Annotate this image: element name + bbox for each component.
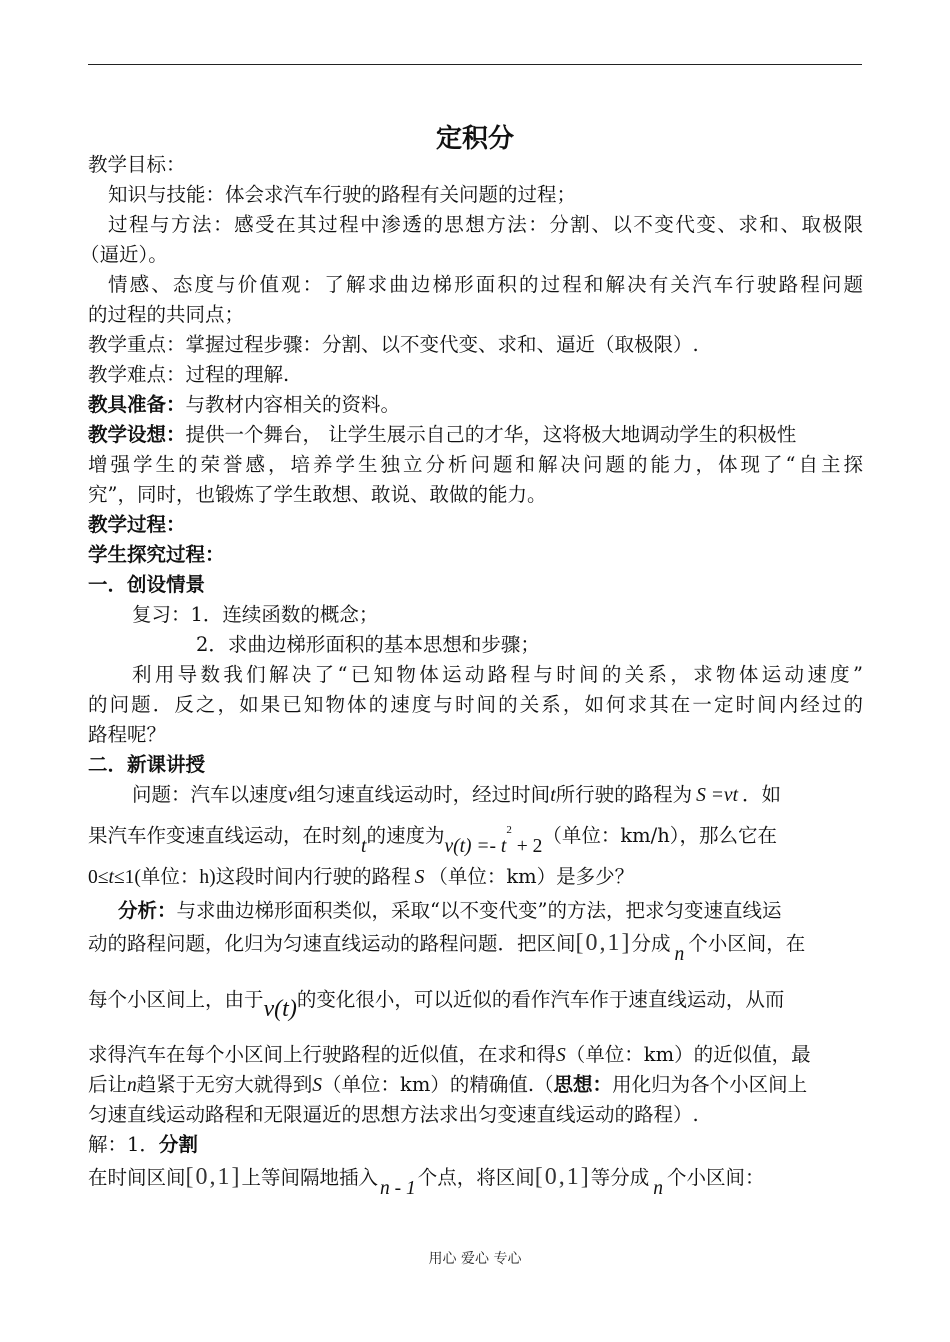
math-var: n [127,1075,137,1096]
section-heading: 教学过程： [88,513,186,536]
text-line [88,1040,863,1071]
text-span: 个点，将区间 [417,1166,535,1189]
text-span: 每个小区间上，由于 [88,988,264,1011]
text-line: 利用导数我们解决了“已知物体运动路程与时间的关系，求物体运动速度” [132,663,863,686]
text-span: 求得汽车在每个小区间上行驶路程的近似值，在求和得 [88,1043,557,1066]
text-span: ．如 [741,783,781,806]
text-line: 的过程的共同点； [88,303,245,326]
math-interval: [0,1] [185,1164,242,1190]
text-line: 路程呢？ [88,723,167,746]
text-span: 个小区间： [667,1166,765,1189]
text-line [88,1162,863,1204]
text-span: （单位：km）的近似值，最 [565,1043,811,1066]
text-span: 解：1． [88,1133,159,1156]
text-span: （单位：km）是多少？ [428,865,635,888]
text-line: 2．求曲边梯形面积的基本思想和步骤； [196,633,540,656]
math-var: t [550,785,556,806]
text-line: 教学重点：掌握过程步骤：分割、以不变代变、求和、逼近（取极限）. [88,333,699,356]
text-line: 的问题．反之，如果已知物体的速度与时间的关系，如何求其在一定时间内经过的 [88,693,863,716]
math-var: v [288,785,297,806]
text-line: 情感、态度与价值观：了解求曲边梯形面积的过程和解决有关汽车行驶路程问题 [108,273,863,296]
math-expr: n - 1 [380,1178,416,1199]
bold-label: 教具准备： [88,393,186,416]
text-span: 的变化很小，可以近似的看作汽车作于速直线运动，从而 [296,988,785,1011]
text-line: 复习：1．连续函数的概念； [132,603,379,626]
text-line [88,896,893,926]
section-heading: 学生探究过程： [88,543,225,566]
section-heading: 二．新课讲授 [88,753,206,776]
text-line [88,1070,863,1101]
text-span: 用化归为各个小区间上 [612,1073,808,1096]
text-span: 后让 [88,1073,128,1096]
math-var: S [312,1075,323,1096]
math-var: t [361,836,367,857]
text-line: 究”，同时，也锻炼了学生敢想、敢说、敢做的能力。 [88,483,547,506]
text-line: 匀速直线运动路程和无限逼近的思想方法求出匀变速直线运动的路程）. [88,1103,699,1126]
page-footer: 用心 爱心 专心 [428,1251,522,1267]
text-span: （单位：km）的精确值.（ [322,1073,554,1096]
bold-label: 教学设想： [88,423,186,446]
text-line [88,420,863,450]
text-span: 趋紧于无穷大就得到 [136,1073,313,1096]
text-line [88,862,863,893]
text-line: 增强学生的荣誉感，培养学生独立分析问题和解决问题的能力，体现了“自主探 [88,453,863,476]
bold-label: 分析： [118,899,177,922]
text-span: 组匀速直线运动时，经过时间 [296,783,551,806]
text-span: 动的路程问题，化归为匀速直线运动的路程问题．把区间 [88,932,576,955]
math-exponent: 2 [506,824,512,836]
math-var: n [674,944,685,965]
text-span: 所行驶的路程为 [555,783,693,806]
text-line: （逼近）。 [80,243,168,266]
text-line: 知识与技能：体会求汽车行驶的路程有关问题的过程； [108,183,577,206]
math-var: S [556,1045,566,1066]
text-span: ≤1(单位：h)这段时间内行驶的路程 [113,867,411,888]
math-var: n [653,1178,664,1199]
math-var: S [414,867,425,888]
text-span: 等分成 [590,1166,650,1189]
text-span: 提供一个舞台， 让学生展示自己的才华，这将极大地调动学生的积极性 [185,423,797,446]
text-line [88,928,863,970]
math-interval: [0,1] [534,1164,591,1190]
text-span: 果汽车作变速直线运动，在时刻 [88,824,362,847]
math-expr: + 2 [511,836,543,857]
header-rule [88,64,862,65]
math-expr: v(t) [263,996,297,1022]
text-span: 与教材内容相关的资料。 [185,393,401,416]
text-span: 个小区间，在 [688,932,806,955]
text-span: 在时间区间 [88,1166,186,1189]
text-span: （单位：km/h），那么它在 [542,824,778,847]
section-heading: 一．创设情景 [88,573,206,596]
text-line [88,780,907,811]
math-expr: S =vt [696,785,738,806]
text-line: 过程与方法：感受在其过程中渗透的思想方法：分割、以不变代变、求和、取极限 [108,213,863,236]
text-span: 0≤ [88,867,109,888]
page-title: 定积分 [435,124,514,154]
math-interval: [0,1] [575,930,632,956]
text-line [88,815,863,862]
text-span: 与求曲边梯形面积类似，采取“以不变代变”的方法，把求匀变速直线运 [176,899,782,922]
math-var: t [108,867,114,888]
bold-label: 分割 [158,1133,198,1156]
bold-label: 思想： [553,1073,613,1096]
text-span: 问题：汽车以速度 [132,783,289,806]
text-line [88,390,863,420]
math-expr: v(t) =- t [444,836,507,857]
text-span: 分成 [631,932,671,955]
text-span: 的速度为 [366,824,445,847]
text-line [88,985,863,1024]
text-line [88,1130,863,1160]
text-span: 上等间隔地插入 [241,1166,379,1189]
text-line: 教学难点：过程的理解. [88,363,290,386]
text-line: 教学目标： [88,153,186,176]
